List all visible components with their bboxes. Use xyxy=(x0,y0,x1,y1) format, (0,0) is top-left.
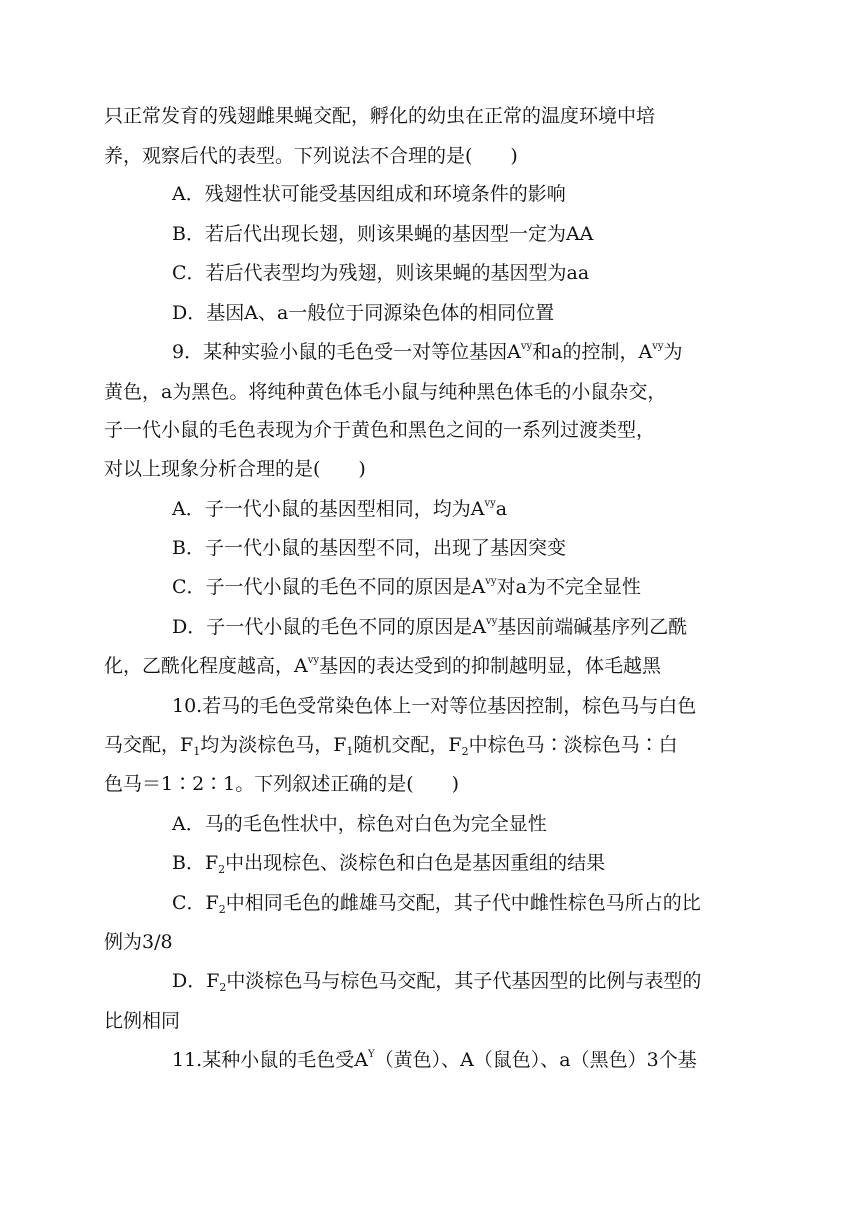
q9-option-d-tail: 基因前端碱基序列乙酰 xyxy=(497,616,688,638)
q8-option-b: B．若后代出现长翅，则该果蝇的基因型一定为AA xyxy=(172,223,594,245)
q9-superscript: vy xyxy=(485,576,497,587)
q9-stem-text-a: 9．某种实验小鼠的毛色受一对等位基因A xyxy=(172,341,521,363)
q10-subscript: 2 xyxy=(218,863,226,876)
q9-option-d-text: D．子一代小鼠的毛色不同的原因是A xyxy=(172,616,486,638)
q9-option-d-text-2: 化，乙酰化程度越高，A xyxy=(104,655,308,677)
q8-option-d: D．基因A、a一般位于同源染色体的相同位置 xyxy=(172,302,555,324)
q10-stem-text-a: 马交配，F xyxy=(104,734,194,756)
q11-superscript: Y xyxy=(367,1049,375,1060)
q10-option-c-text: C．F xyxy=(172,892,219,914)
q11-stem-line-1 xyxy=(172,1048,697,1072)
q10-subscript: 2 xyxy=(461,745,469,758)
q9-option-c xyxy=(172,575,641,599)
q9-superscript: vy xyxy=(307,655,320,666)
q10-stem-text-c: 随机交配，F xyxy=(353,734,462,756)
q9-superscript: vy xyxy=(484,498,496,509)
q10-option-b xyxy=(172,851,605,875)
q10-subscript: 1 xyxy=(346,745,354,758)
q10-subscript: 2 xyxy=(219,981,227,994)
q10-stem-text-d: 中棕色马∶淡棕色马∶白 xyxy=(468,734,678,756)
q9-stem-line-3: 子一代小鼠的毛色表现为介于黄色和黑色之间的一系列过渡类型， xyxy=(104,419,656,441)
q10-option-b-text: B．F xyxy=(172,852,219,874)
q9-stem-text-b: 和a的控制，A xyxy=(532,341,653,363)
q10-stem-line-2 xyxy=(104,733,678,757)
q10-stem-line-1: 10.若马的毛色受常染色体上一对等位基因控制，棕色马与白色 xyxy=(172,695,697,717)
q9-option-c-text: C．子一代小鼠的毛色不同的原因是A xyxy=(172,576,486,598)
q10-option-d-tail: 中淡棕色马与棕色马交配，其子代基因型的比例与表型的 xyxy=(226,970,702,992)
q9-stem-line-1 xyxy=(172,340,683,364)
q9-superscript: vy xyxy=(485,616,498,627)
q9-option-b: B．子一代小鼠的基因型不同，出现了基因突变 xyxy=(172,537,566,559)
q10-option-b-tail: 中出现棕色、淡棕色和白色是基因重组的结果 xyxy=(225,852,606,874)
q9-stem-line-4: 对以上现象分析合理的是( ) xyxy=(104,458,366,480)
q9-option-a xyxy=(172,497,507,521)
q9-stem-text-c: 为 xyxy=(663,341,683,363)
q8-option-c: C．若后代表型均为残翅，则该果蝇的基因型为aa xyxy=(172,262,590,284)
q9-option-d-line-1 xyxy=(172,615,687,639)
q9-stem-line-2: 黄色，a为黑色。将纯种黄色体毛小鼠与纯种黑色体毛的小鼠杂交， xyxy=(104,381,667,403)
q10-subscript: 2 xyxy=(218,903,226,916)
q9-option-c-tail: 对a为不完全显性 xyxy=(496,576,641,598)
q9-option-d-tail-2: 基因的表达受到的抑制越明显，体毛越黑 xyxy=(319,655,662,677)
q9-superscript: vy xyxy=(520,341,533,352)
q8-stem-line-2: 养，观察后代的表型。下列说法不合理的是( ) xyxy=(104,145,518,167)
q10-option-d-line-2: 比例相同 xyxy=(104,1010,181,1032)
q9-superscript: vy xyxy=(652,341,664,352)
q10-option-d-line-1 xyxy=(172,969,701,993)
q8-stem-line-1: 只正常发育的残翅雌果蝇交配，孵化的幼虫在正常的温度环境中培 xyxy=(104,105,656,127)
q10-subscript: 1 xyxy=(193,745,201,758)
q9-option-a-tail: a xyxy=(495,498,508,520)
q9-option-a-text: A．子一代小鼠的基因型相同，均为A xyxy=(172,498,485,520)
q10-option-c-line-1 xyxy=(172,891,701,915)
q10-option-a: A．马的毛色性状中，棕色对白色为完全显性 xyxy=(172,813,547,835)
q11-stem-text-a: 11.某种小鼠的毛色受A xyxy=(172,1049,368,1071)
q10-stem-line-3: 色马＝1∶2∶1。下列叙述正确的是( ) xyxy=(104,773,460,795)
q10-option-c-line-2: 例为3/8 xyxy=(104,931,173,953)
q10-option-c-tail: 中相同毛色的雌雄马交配，其子代中雌性棕色马所占的比 xyxy=(225,892,701,914)
q11-stem-text-b: （黄色）、A（鼠色）、a（黑色）3个基 xyxy=(374,1049,697,1071)
q9-option-d-line-2 xyxy=(104,654,661,678)
q10-stem-text-b: 均为淡棕色马，F xyxy=(200,734,347,756)
q10-option-d-text: D．F xyxy=(172,970,220,992)
q8-option-a: A．残翅性状可能受基因组成和环境条件的影响 xyxy=(172,183,566,205)
